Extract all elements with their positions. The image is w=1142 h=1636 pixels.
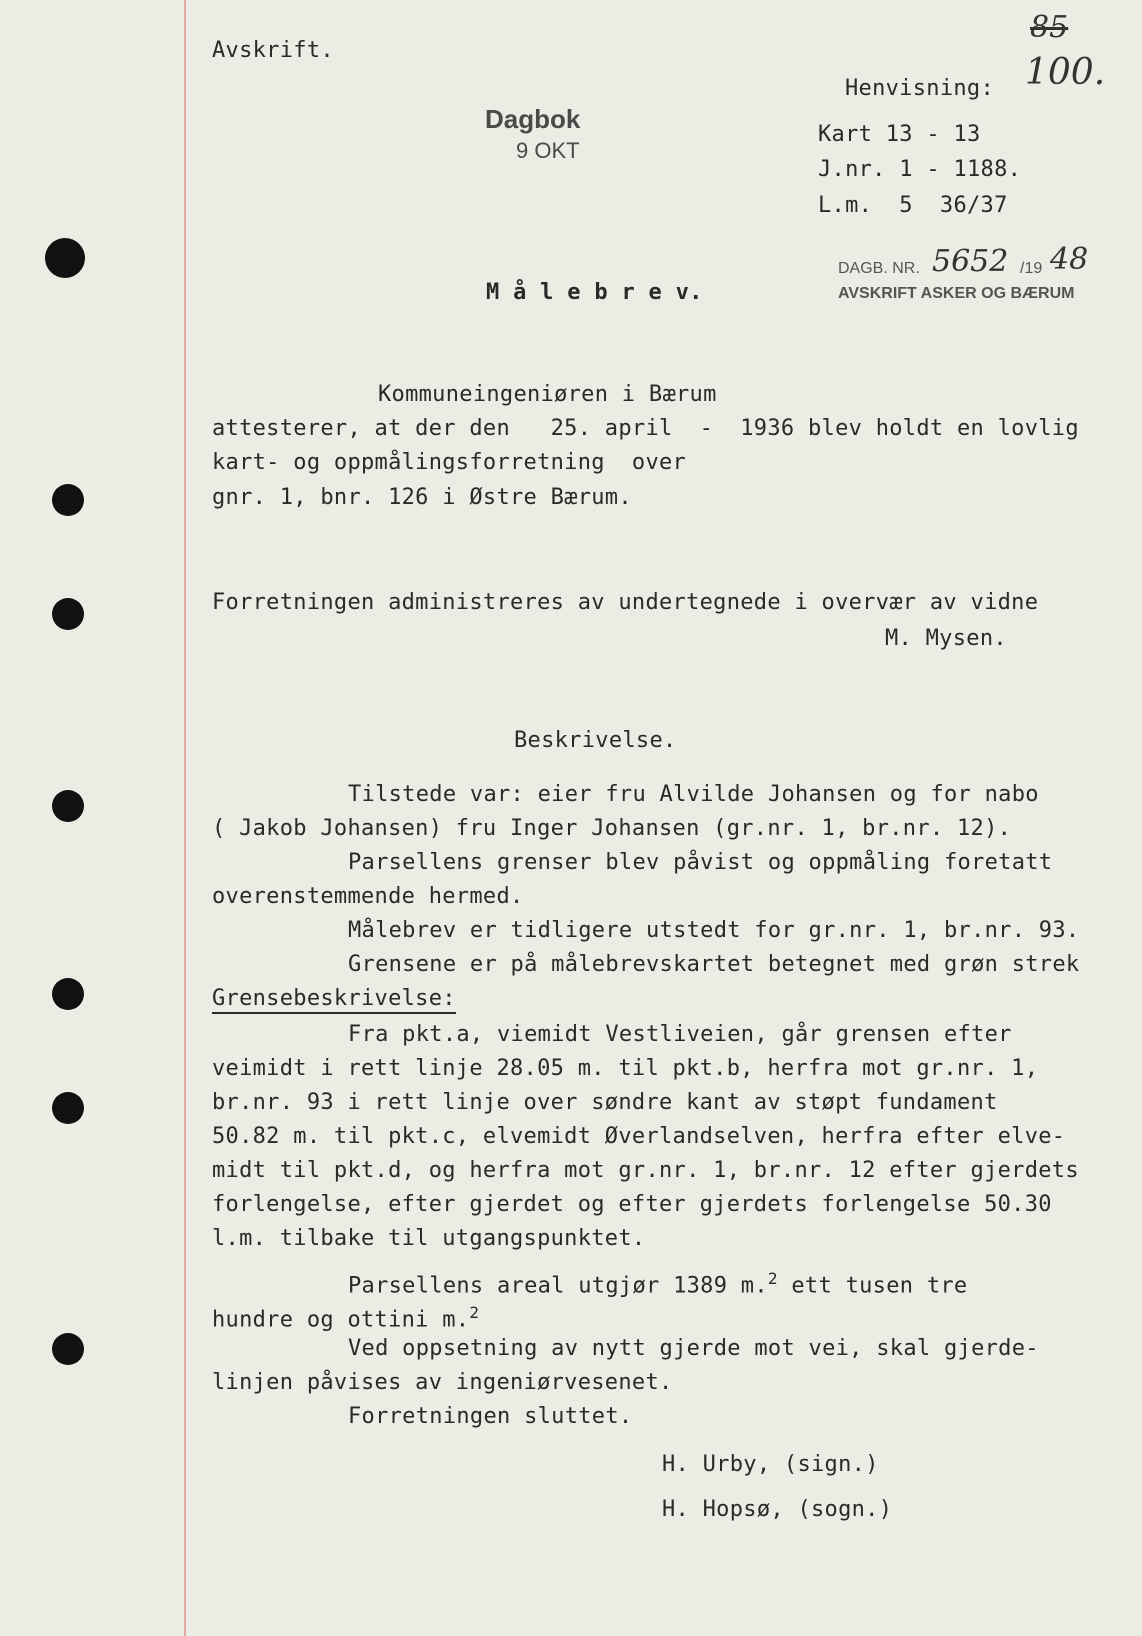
page-number: 100.	[1025, 52, 1106, 93]
grense-line: Fra pkt.a, viemidt Vestliveien, går grensen efter	[348, 1022, 1012, 1047]
page-number-old: 85	[1030, 10, 1069, 45]
jnr-reference: J.nr. 1 - 1188.	[818, 157, 1022, 182]
grense-line: br.nr. 93 i rett linje over søndre kant av støpt fundament	[212, 1090, 998, 1115]
avskrift-office-stamp: AVSKRIFT ASKER OG BÆRUM	[838, 285, 1075, 302]
punch-hole-7	[52, 1333, 84, 1365]
dagb-nr-value: 5652	[932, 244, 1009, 279]
beskrivelse-line: Parsellens grenser blev påvist og oppmåling foretatt	[348, 850, 1053, 875]
punch-hole-3	[52, 598, 84, 630]
signature-line: H. Hopsø, (sogn.)	[662, 1497, 893, 1522]
henvisning-label: Henvisning:	[845, 76, 994, 101]
areal-line-2	[212, 1300, 479, 1333]
dagbok-stamp-title: Dagbok	[485, 104, 581, 134]
areal-sup-2: 2	[469, 1303, 480, 1322]
intro-line-3: kart- og oppmålingsforretning over	[212, 450, 687, 475]
margin-rule	[184, 0, 186, 1636]
lm-reference: L.m. 5 36/37	[818, 193, 1008, 218]
beskrivelse-line: Grensene er på målebrevskartet betegnet med grøn strek	[348, 952, 1080, 977]
beskrivelse-line: Målebrev er tidligere utstedt for gr.nr. 1, br.nr. 93.	[348, 918, 1080, 943]
grense-line: forlengelse, efter gjerdet og efter gjerdets forlengelse 50.30	[212, 1192, 1052, 1217]
avskrift-label: Avskrift.	[212, 38, 334, 63]
areal-line-1	[348, 1266, 967, 1299]
grense-line: veimidt i rett linje 28.05 m. til pkt.b, herfra mot gr.nr. 1,	[212, 1056, 1039, 1081]
punch-hole-1	[45, 238, 85, 278]
punch-hole-2	[52, 484, 84, 516]
kart-reference: Kart 13 - 13	[818, 122, 981, 147]
closing-line: Ved oppsetning av nytt gjerde mot vei, skal gjerde-	[348, 1336, 1039, 1361]
beskrivelse-line: overenstemmende hermed.	[212, 884, 524, 909]
intro-line-4: gnr. 1, bnr. 126 i Østre Bærum.	[212, 485, 632, 510]
areal-text-c: hundre og ottini m.	[212, 1307, 470, 1333]
grense-line: l.m. tilbake til utgangspunktet.	[212, 1226, 646, 1251]
beskrivelse-line: ( Jakob Johansen) fru Inger Johansen (gr.nr. 1, br.nr. 12).	[212, 816, 1012, 841]
document-title: M å l e b r e v.	[486, 280, 703, 305]
intro-line-2: attesterer, at der den 25. april - 1936 blev holdt en lovlig	[212, 416, 1079, 441]
admin-line-1: Forretningen administreres av undertegnede i overvær av vidne	[212, 590, 1039, 615]
beskrivelse-heading: Beskrivelse.	[514, 728, 677, 753]
areal-sup-1: 2	[767, 1269, 778, 1288]
grense-heading: Grensebeskrivelse:	[212, 986, 456, 1014]
dagbok-stamp-date: 9 OKT	[516, 138, 580, 163]
areal-text-a: Parsellens areal utgjør 1389 m.	[348, 1273, 768, 1299]
signature-line: H. Urby, (sign.)	[662, 1452, 879, 1477]
areal-text-b: ett tusen tre	[777, 1273, 968, 1299]
witness-name: M. Mysen.	[885, 626, 1007, 651]
punch-hole-4	[52, 790, 84, 822]
grense-line: midt til pkt.d, og herfra mot gr.nr. 1, br.nr. 12 efter gjerdets	[212, 1158, 1079, 1183]
beskrivelse-line: Tilstede var: eier fru Alvilde Johansen og for nabo	[348, 782, 1039, 807]
punch-hole-6	[52, 1092, 84, 1124]
closing-line: Forretningen sluttet.	[348, 1404, 633, 1429]
closing-line: linjen påvises av ingeniørvesenet.	[212, 1370, 673, 1395]
punch-hole-5	[52, 978, 84, 1010]
grense-line: 50.82 m. til pkt.c, elvemidt Øverlandselven, herfra efter elve-	[212, 1124, 1066, 1149]
intro-line-1: Kommuneingeniøren i Bærum	[378, 382, 717, 407]
dagb-year-value: 48	[1050, 242, 1089, 277]
dagb-year-prefix: /19	[1020, 260, 1043, 277]
dagb-nr-label: DAGB. NR.	[838, 260, 920, 277]
